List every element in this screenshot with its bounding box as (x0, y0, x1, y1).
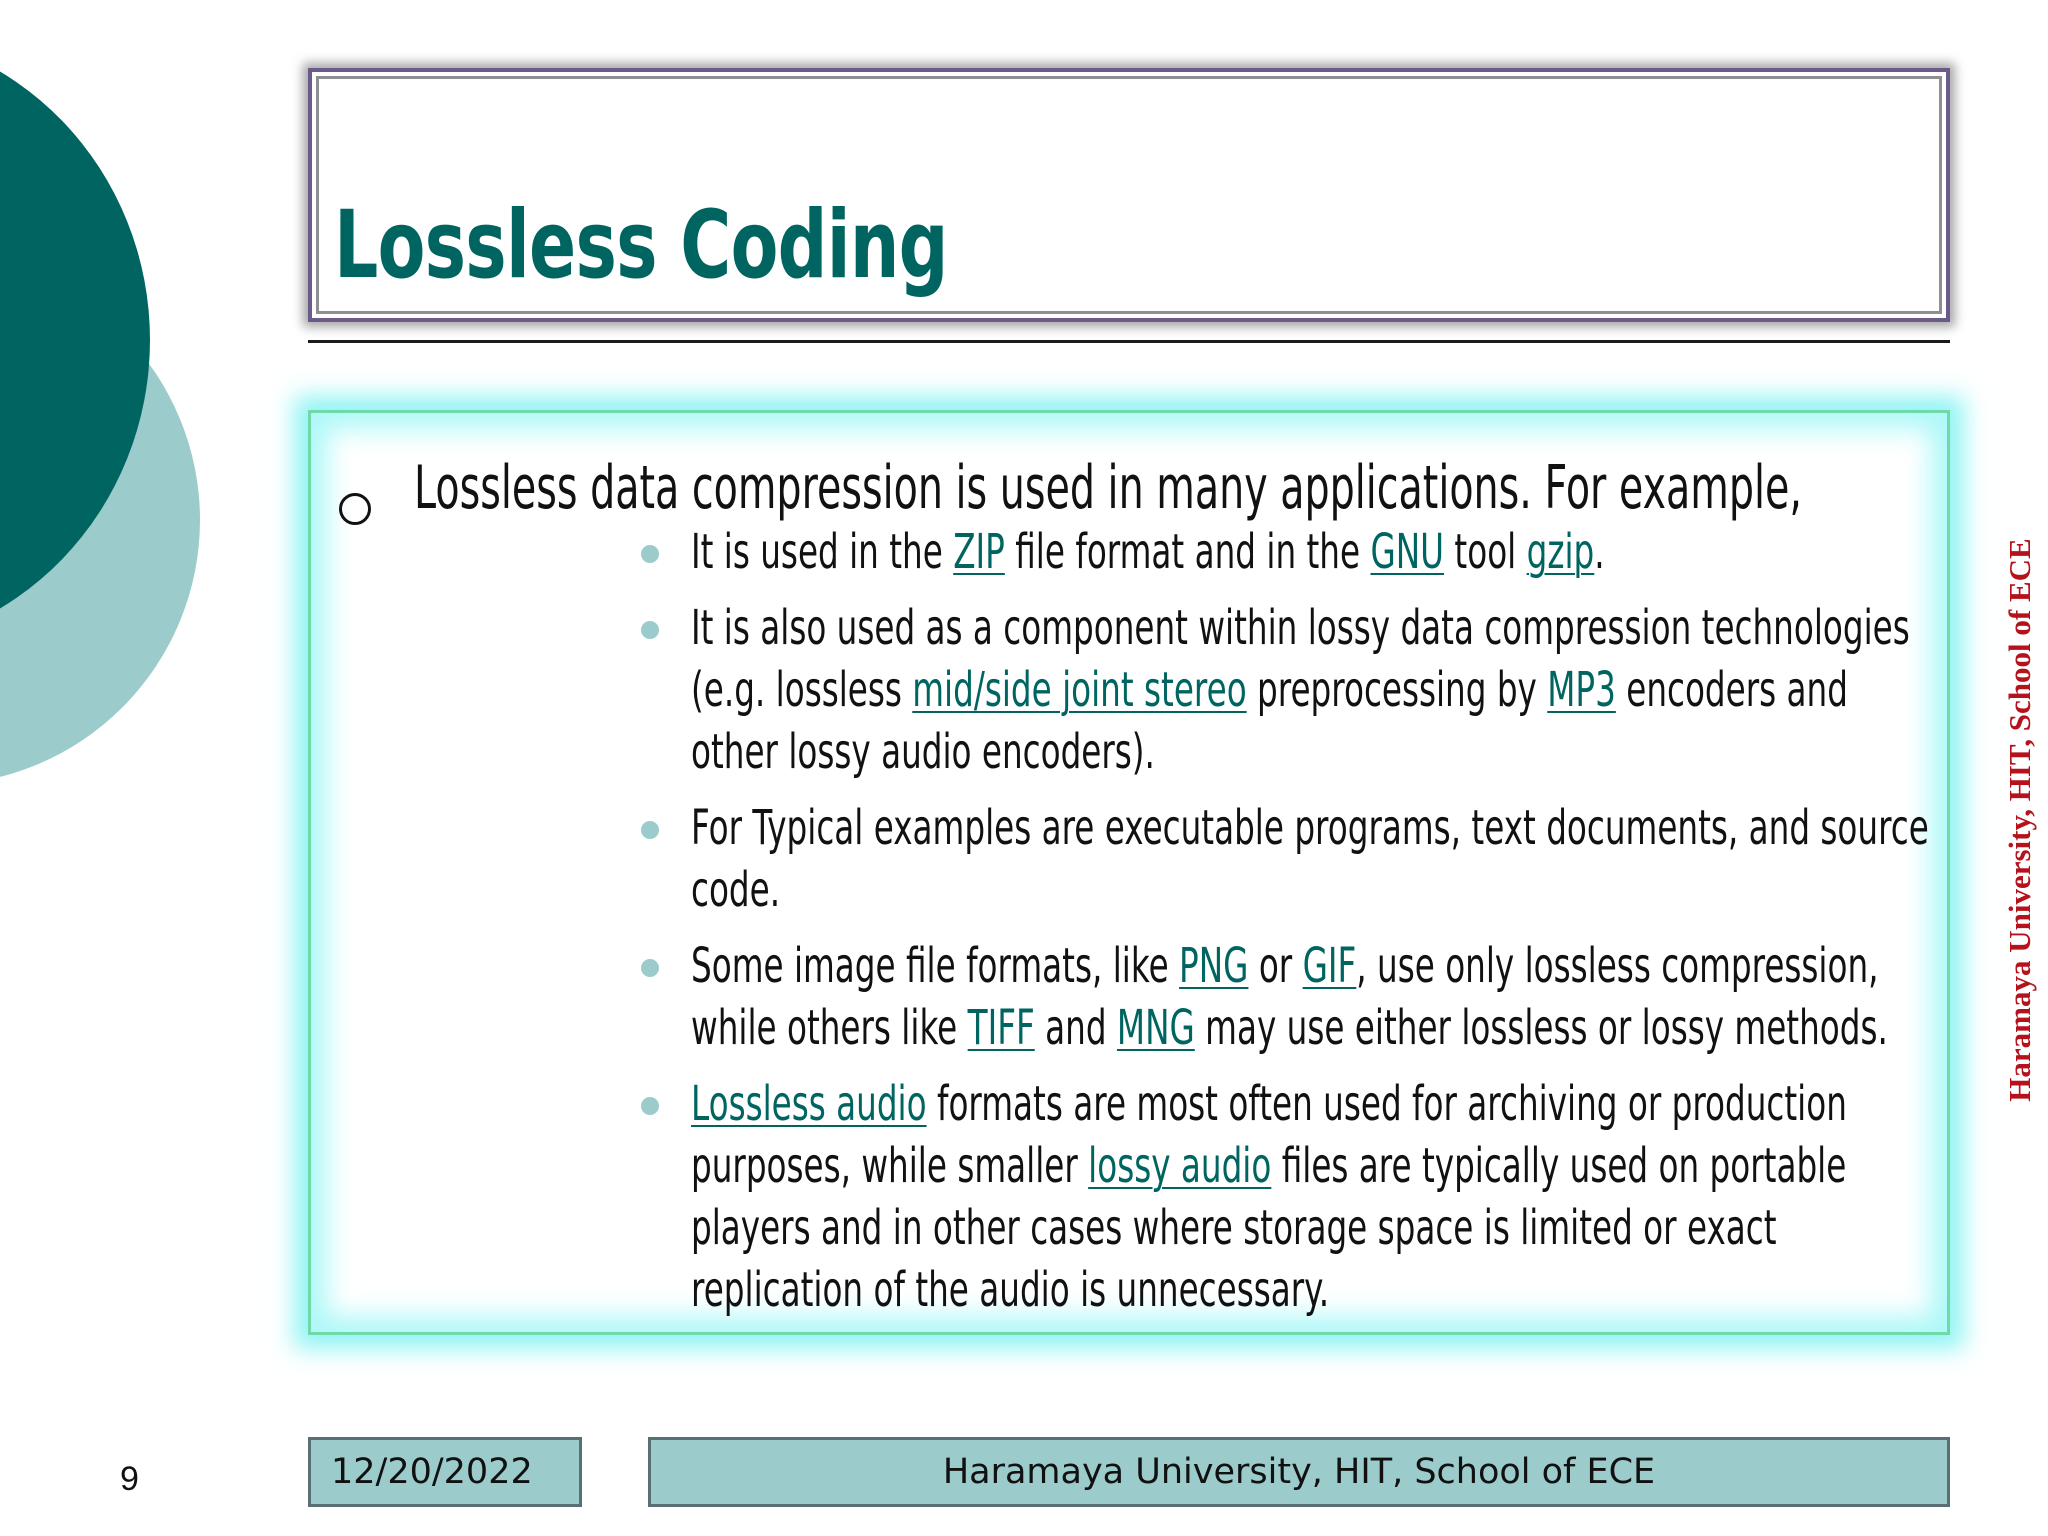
hyperlink[interactable]: MP3 (1547, 662, 1616, 718)
title-box (308, 68, 1950, 322)
hyperlink[interactable]: mid/side joint stereo (912, 662, 1247, 718)
title-divider (308, 340, 1950, 343)
text-segment: . (1594, 524, 1605, 580)
sub-bullet-item (641, 521, 1941, 583)
text-segment: file format and in the (1004, 524, 1371, 580)
sub-bullet-line (691, 997, 1888, 1059)
text-segment: files are typically used on portable (1271, 1138, 1847, 1194)
text-segment: formats are most often used for archiving or production (926, 1076, 1847, 1132)
hyperlink[interactable]: PNG (1179, 938, 1249, 994)
text-segment: players and in other cases where storage space is limited or exact (691, 1200, 1777, 1256)
page-number: 9 (120, 1460, 139, 1498)
round-bullet-icon (641, 1097, 659, 1115)
main-bullet-text: Lossless data compression is used in many applications. For example, (414, 453, 1802, 523)
text-segment: replication of the audio is unnecessary. (691, 1262, 1330, 1318)
hyperlink[interactable]: Lossless audio (691, 1076, 927, 1132)
text-segment: For Typical examples are executable programs, text documents, and source (691, 800, 1929, 856)
text-segment: tool (1444, 524, 1527, 580)
text-segment: may use either lossless or lossy methods. (1194, 1000, 1888, 1056)
sub-bullet-line (691, 1135, 1847, 1197)
hollow-circle-bullet-icon (339, 493, 371, 525)
sub-bullet-item (641, 935, 1941, 1059)
sub-bullet-line (691, 935, 1879, 997)
round-bullet-icon (641, 821, 659, 839)
hyperlink[interactable]: GIF (1302, 938, 1357, 994)
side-label-text: Haramaya University, HIT, School of ECE (2002, 538, 2037, 1102)
text-segment: and (1034, 1000, 1117, 1056)
round-bullet-icon (641, 959, 659, 977)
text-segment: Some image file formats, like (691, 938, 1180, 994)
sub-bullet-item (641, 1073, 1941, 1321)
slide-title: Lossless Coding (334, 191, 948, 300)
hyperlink[interactable]: lossy audio (1088, 1138, 1272, 1194)
round-bullet-icon (641, 545, 659, 563)
text-segment: code. (691, 862, 781, 918)
footer-center-text: Haramaya University, HIT, School of ECE (648, 1437, 1950, 1507)
sub-bullet-line (691, 659, 1848, 721)
text-segment: It is also used as a component within lossy data compression technologies (691, 600, 1910, 656)
content-box (308, 410, 1950, 1335)
text-segment: other lossy audio encoders). (691, 724, 1155, 780)
round-bullet-icon (641, 621, 659, 639)
text-segment: purposes, while smaller (691, 1138, 1089, 1194)
sub-bullet-line (691, 1073, 1847, 1135)
sub-bullet-line (691, 1197, 1777, 1259)
sub-bullet-line (691, 721, 1575, 783)
sub-bullet-item (641, 797, 1941, 921)
footer-date: 12/20/2022 (308, 1437, 582, 1507)
side-label (2000, 510, 2040, 1130)
sub-bullet-item (641, 597, 1941, 783)
sub-bullet-list (641, 521, 1941, 1335)
text-segment: encoders and (1615, 662, 1848, 718)
text-segment: , use only lossless compression, (1356, 938, 1879, 994)
sub-bullet-line (691, 521, 1605, 583)
text-segment: (e.g. lossless (691, 662, 913, 718)
sub-bullet-line (691, 1259, 1575, 1321)
sub-bullet-line (691, 797, 1929, 859)
sub-bullet-line (691, 859, 1575, 921)
text-segment: preprocessing by (1246, 662, 1548, 718)
hyperlink[interactable]: GNU (1370, 524, 1445, 580)
text-segment: or (1248, 938, 1303, 994)
hyperlink[interactable]: MNG (1116, 1000, 1195, 1056)
hyperlink[interactable]: TIFF (967, 1000, 1035, 1056)
hyperlink[interactable]: gzip (1526, 524, 1595, 580)
sub-bullet-line (691, 597, 1910, 659)
hyperlink[interactable]: ZIP (953, 524, 1005, 580)
text-segment: while others like (691, 1000, 968, 1056)
text-segment: It is used in the (691, 524, 954, 580)
